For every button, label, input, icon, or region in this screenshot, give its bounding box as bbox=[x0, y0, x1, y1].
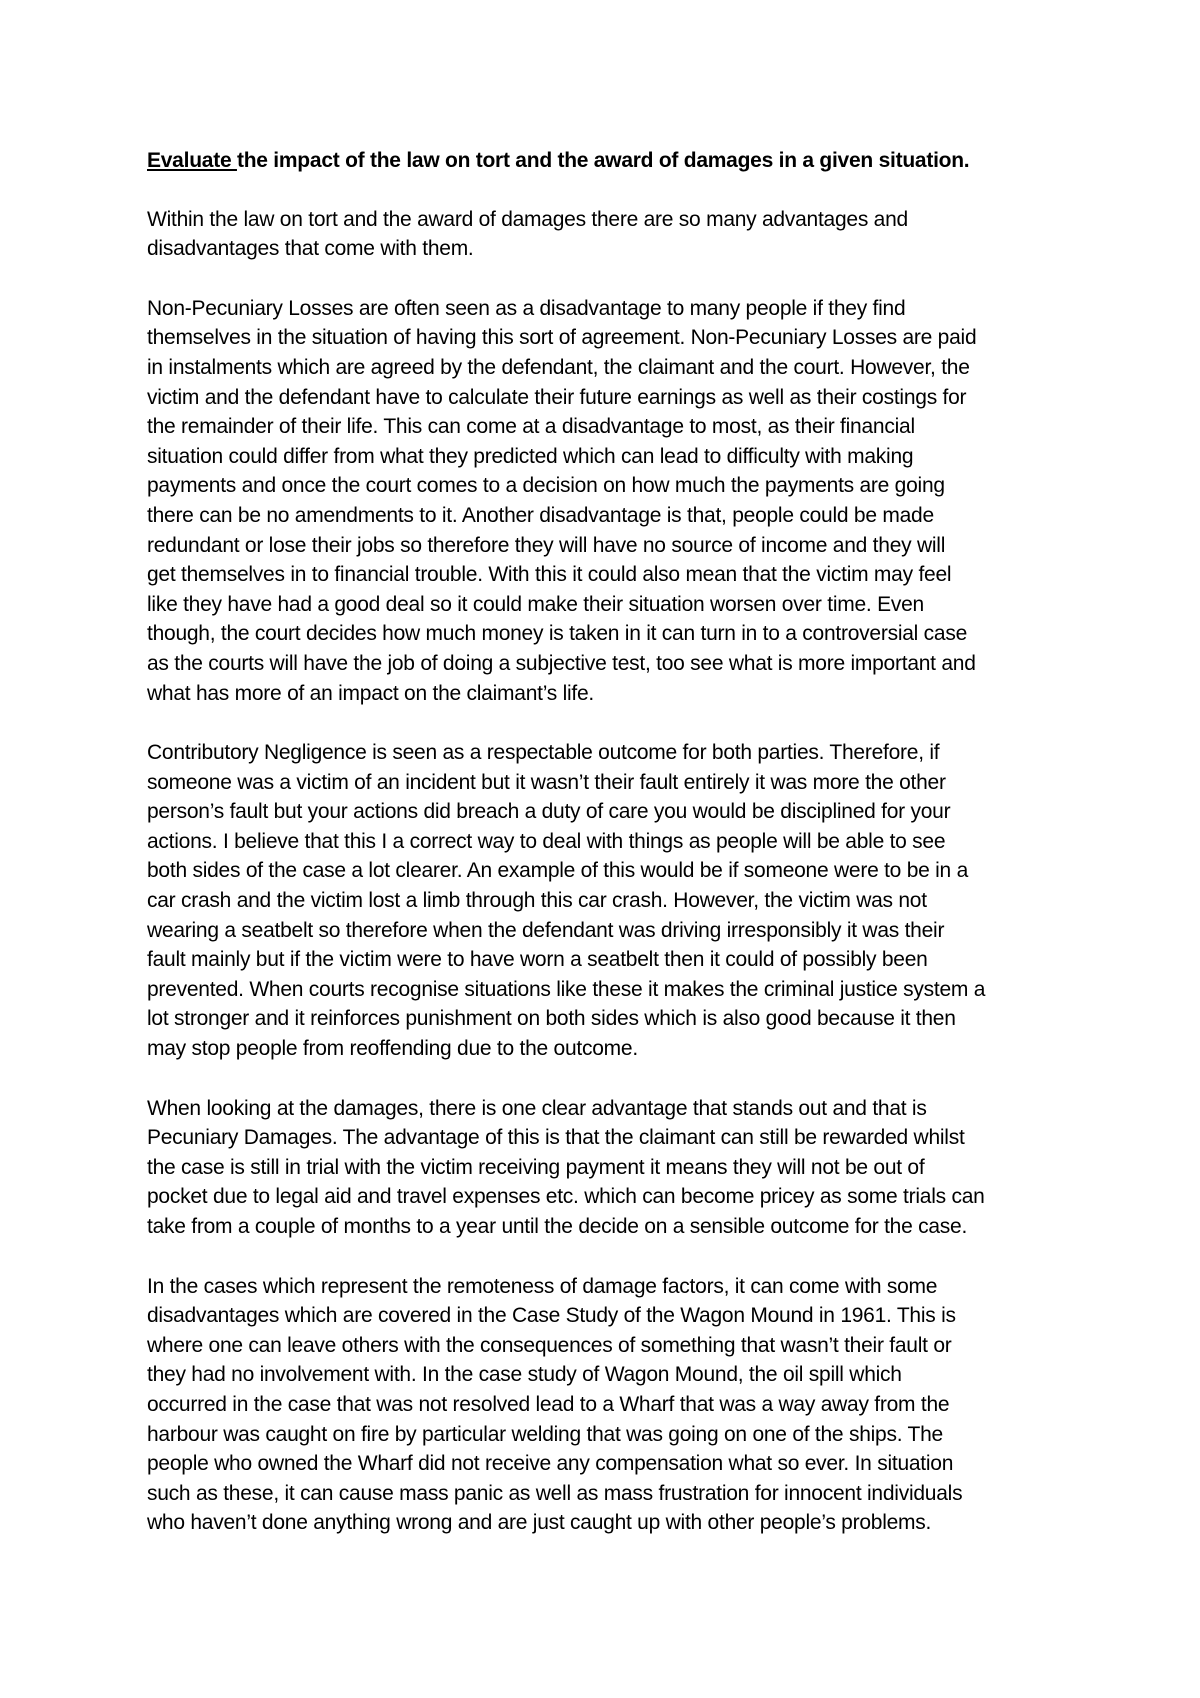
paragraph-line: Non-Pecuniary Losses are often seen as a disadvantage to many people if they find bbox=[147, 296, 906, 320]
paragraph-line: situation could differ from what they predicted which can lead to difficulty with making bbox=[147, 444, 914, 468]
paragraph-line: wearing a seatbelt so therefore when the defendant was driving irresponsibly it was their bbox=[147, 918, 945, 942]
paragraph-line: what has more of an impact on the claimant’s life. bbox=[147, 681, 595, 705]
paragraph-line: both sides of the case a lot clearer. An example of this would be if someone were to be in a bbox=[147, 859, 968, 883]
paragraph-line: as the courts will have the job of doing a subjective test, too see what is more important and bbox=[147, 651, 976, 675]
paragraph-list bbox=[147, 205, 1067, 1538]
paragraph-line: payments and once the court comes to a decision on how much the payments are going bbox=[147, 474, 945, 498]
document-title bbox=[147, 146, 1067, 176]
paragraph-line: fault mainly but if the victim were to have worn a seatbelt then it could of possibly been bbox=[147, 948, 928, 972]
paragraph-line: there can be no amendments to it. Another disadvantage is that, people could be made bbox=[147, 503, 934, 527]
paragraph-line: disadvantages that come with them. bbox=[147, 237, 474, 261]
paragraph-line: victim and the defendant have to calculate their future earnings as well as their costings for bbox=[147, 385, 967, 409]
paragraph-line: who haven’t done anything wrong and are just caught up with other people’s problems. bbox=[147, 1511, 932, 1535]
paragraph-line: car crash and the victim lost a limb through this car crash. However, the victim was not bbox=[147, 889, 927, 913]
paragraph-line: Within the law on tort and the award of damages there are so many advantages and bbox=[147, 207, 908, 231]
paragraph-line: they had no involvement with. In the case study of Wagon Mound, the oil spill which bbox=[147, 1363, 902, 1387]
paragraph-line: someone was a victim of an incident but it wasn’t their fault entirely it was more the other bbox=[147, 770, 946, 794]
paragraph-line: like they have had a good deal so it could make their situation worsen over time. Even bbox=[147, 592, 924, 616]
paragraph-line: get themselves in to financial trouble. With this it could also mean that the victim may feel bbox=[147, 563, 952, 587]
paragraph bbox=[147, 738, 1067, 1064]
paragraph bbox=[147, 1272, 1067, 1538]
paragraph-line: in instalments which are agreed by the defendant, the claimant and the court. However, the bbox=[147, 355, 970, 379]
paragraph-line: Contributory Negligence is seen as a respectable outcome for both parties. Therefore, if bbox=[147, 741, 940, 765]
document-body bbox=[147, 146, 1067, 1568]
paragraph-line: take from a couple of months to a year until the decide on a sensible outcome for the case. bbox=[147, 1215, 968, 1238]
paragraph-line: prevented. When courts recognise situations like these it makes the criminal justice system a bbox=[147, 977, 986, 1001]
paragraph-line: In the cases which represent the remoteness of damage factors, it can come with some bbox=[147, 1274, 938, 1298]
title-underlined-word: Evaluate bbox=[147, 149, 237, 172]
paragraph-line: the remainder of their life. This can come at a disadvantage to most, as their financial bbox=[147, 415, 915, 439]
paragraph-line: Pecuniary Damages. The advantage of this is that the claimant can still be rewarded whilst bbox=[147, 1126, 965, 1150]
paragraph-line: where one can leave others with the consequences of something that wasn’t their fault or bbox=[147, 1333, 952, 1357]
paragraph-line: such as these, it can cause mass panic as well as mass frustration for innocent individuals bbox=[147, 1481, 963, 1505]
paragraph bbox=[147, 1094, 1067, 1242]
paragraph-line: themselves in the situation of having this sort of agreement. Non-Pecuniary Losses are paid bbox=[147, 326, 977, 350]
paragraph-line: may stop people from reoffending due to the outcome. bbox=[147, 1037, 638, 1061]
paragraph bbox=[147, 294, 1067, 708]
paragraph-line: disadvantages which are covered in the Case Study of the Wagon Mound in 1961. This is bbox=[147, 1304, 956, 1328]
title-text: the impact of the law on tort and the award of damages in a given situation. bbox=[236, 149, 970, 172]
paragraph-line: occurred in the case that was not resolved lead to a Wharf that was a way away from the bbox=[147, 1392, 950, 1416]
paragraph bbox=[147, 205, 1067, 264]
paragraph-line: people who owned the Wharf did not receive any compensation what so ever. In situation bbox=[147, 1452, 954, 1476]
paragraph-line: though, the court decides how much money is taken in it can turn in to a controversial case bbox=[147, 622, 968, 646]
paragraph-line: person’s fault but your actions did breach a duty of care you would be disciplined for your bbox=[147, 800, 951, 824]
paragraph-line: redundant or lose their jobs so therefore they will have no source of income and they will bbox=[147, 533, 946, 557]
paragraph-line: actions. I believe that this I a correct way to deal with things as people will be able to see bbox=[147, 829, 946, 853]
paragraph-line: the case is still in trial with the victim receiving payment it means they will not be out of bbox=[147, 1155, 925, 1179]
paragraph-line: harbour was caught on fire by particular welding that was going on one of the ships. The bbox=[147, 1422, 943, 1446]
paragraph-line: lot stronger and it reinforces punishment on both sides which is also good because it then bbox=[147, 1007, 956, 1031]
paragraph-line: pocket due to legal aid and travel expenses etc. which can become pricey as some trials can bbox=[147, 1185, 985, 1209]
paragraph-line: When looking at the damages, there is one clear advantage that stands out and that is bbox=[147, 1096, 927, 1120]
